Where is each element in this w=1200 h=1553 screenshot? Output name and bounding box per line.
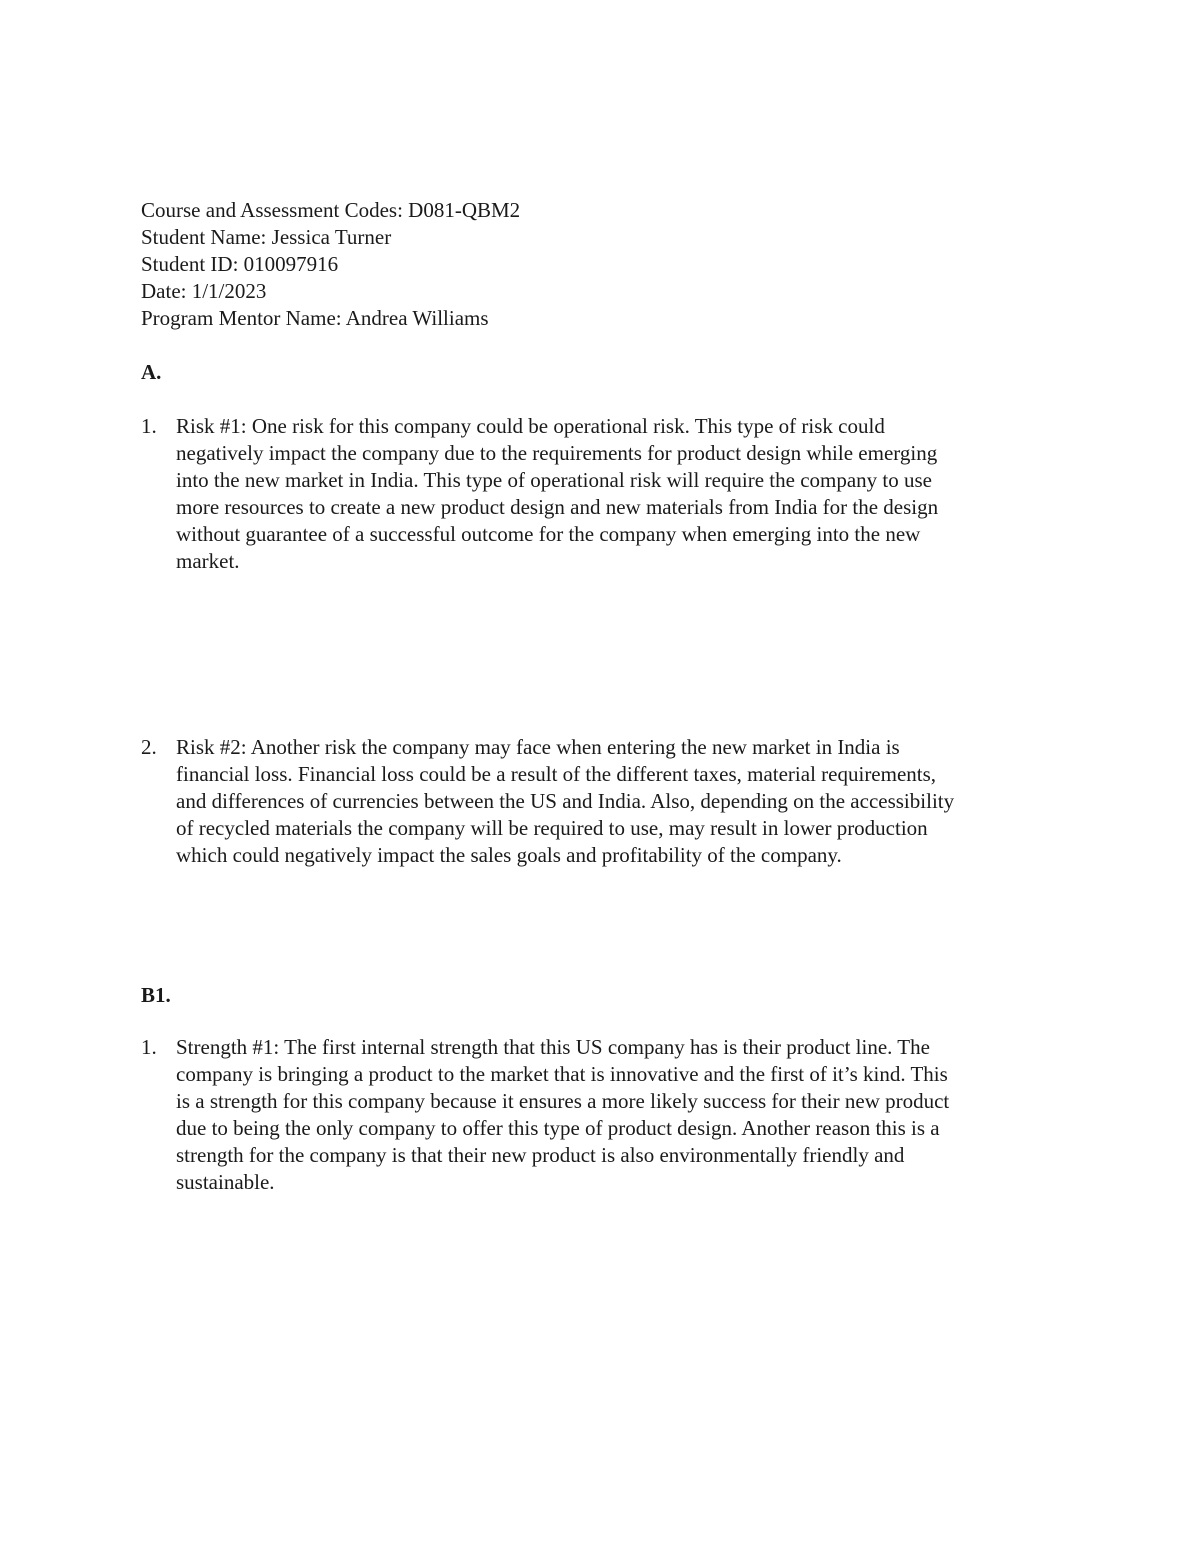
text-line: which could negatively impact the sales goals and profitability of the company. xyxy=(176,843,842,867)
text-line: is a strength for this company because it ensures a more likely success for their new product xyxy=(176,1089,950,1113)
list-item-text xyxy=(176,413,1066,575)
text-line: and differences of currencies between the US and India. Also, depending on the accessibility xyxy=(176,789,955,813)
course-codes: Course and Assessment Codes: D081-QBM2 xyxy=(141,198,521,222)
text-line: Risk #1: One risk for this company could be operational risk. This type of risk could xyxy=(176,414,885,438)
student-id: Student ID: 010097916 xyxy=(141,252,339,276)
text-line: more resources to create a new product design and new materials from India for the design xyxy=(176,495,939,519)
text-line: into the new market in India. This type of operational risk will require the company to use xyxy=(176,468,932,492)
mentor-name: Program Mentor Name: Andrea Williams xyxy=(141,306,489,330)
text-line: negatively impact the company due to the requirements for product design while emerging xyxy=(176,441,938,465)
header-block xyxy=(141,197,1061,332)
text-line: without guarantee of a successful outcome for the company when emerging into the new xyxy=(176,522,921,546)
list-item-number: 2. xyxy=(141,735,157,759)
text-line: Strength #1: The first internal strength that this US company has is their product line. The xyxy=(176,1035,930,1059)
text-line: company is bringing a product to the market that is innovative and the first of it’s kind. This xyxy=(176,1062,948,1086)
student-name: Student Name: Jessica Turner xyxy=(141,225,392,249)
text-line: sustainable. xyxy=(176,1170,275,1194)
section-a-heading: A. xyxy=(141,360,162,384)
list-item-text xyxy=(176,734,1066,869)
text-line: of recycled materials the company will be required to use, may result in lower production xyxy=(176,816,928,840)
section-b1-heading: B1. xyxy=(141,983,171,1007)
list-item-text xyxy=(176,1034,1066,1196)
date: Date: 1/1/2023 xyxy=(141,279,267,303)
text-line: market. xyxy=(176,549,240,573)
list-item-number: 1. xyxy=(141,414,157,438)
text-line: due to being the only company to offer this type of product design. Another reason this is a xyxy=(176,1116,940,1140)
text-line: strength for the company is that their new product is also environmentally friendly and xyxy=(176,1143,905,1167)
text-line: Risk #2: Another risk the company may face when entering the new market in India is xyxy=(176,735,900,759)
list-item-number: 1. xyxy=(141,1035,157,1059)
text-line: financial loss. Financial loss could be a result of the different taxes, material requirements, xyxy=(176,762,937,786)
